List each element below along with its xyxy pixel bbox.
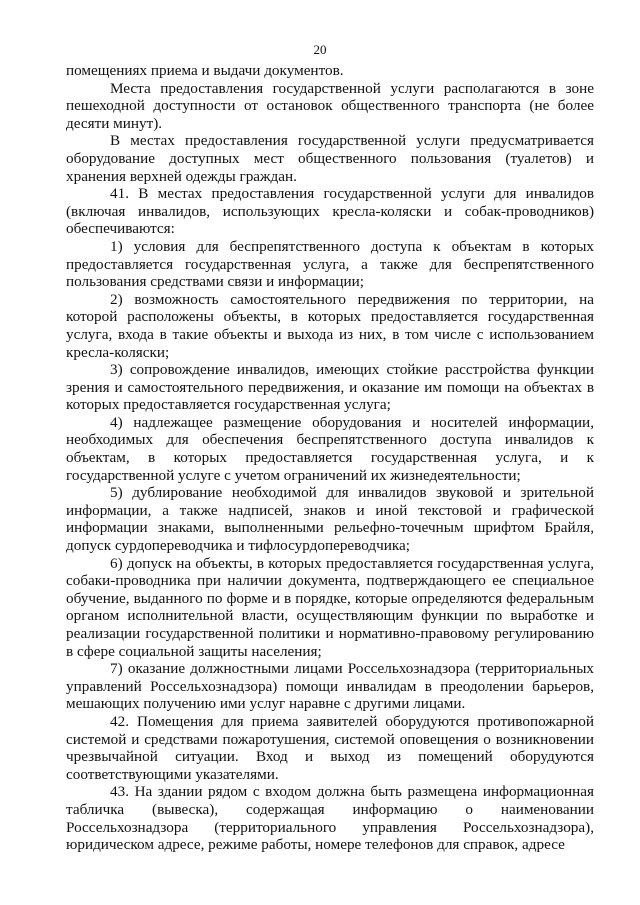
page-number: 20 (313, 42, 327, 57)
paragraph-41: 41. В местах предоставления государственной услуги для инвалидов (включая инвалидов, использующих кресла-коляски и собак-проводников) обеспечиваются: (66, 185, 594, 238)
paragraph-43: 43. На здании рядом с входом должна быть размещена информационная табличка (вывеска), содержащая информацию о наименовании Россельхознадзора (территориального управления Россельхознадзора), юридическом адресе, режиме работы, номере телефонов для справок, адресе (66, 783, 594, 854)
paragraph-42: 42. Помещения для приема заявителей оборудуются противопожарной системой и средствами пожаротушения, системой оповещения о возникновении чрезвычайной ситуации. Вход и выход из помещений оборудуются соответствующими указателями. (66, 712, 594, 783)
document-body (66, 62, 594, 854)
paragraph-facilities: В местах предоставления государственной услуги предусматривается оборудование доступных мест общественного пользования (туалетов) и хранения верхней одежды граждан. (66, 132, 594, 185)
paragraph-continuation: помещениях приема и выдачи документов. (66, 62, 344, 79)
list-item-5: 5) дублирование необходимой для инвалидов звуковой и зрительной информации, а также надписей, знаков и иной текстовой и графической информации знаками, выполненными рельефно-точечным шрифтом Брайля, допуск сурдопереводчика и тифлосурдопереводчика; (66, 484, 594, 555)
list-item-4: 4) надлежащее размещение оборудования и носителей информации, необходимых для обеспечения беспрепятственного доступа инвалидов к объектам, в которых предоставляется государственная услуга, и к государственной услуге с учетом ограничений их жизнедеятельности; (66, 413, 594, 484)
list-item-2: 2) возможность самостоятельного передвижения по территории, на которой расположены объекты, в которых предоставляется государственная услуга, входа в такие объекты и выхода из них, в том числе с использованием кресла-коляски; (66, 290, 594, 361)
list-item-7: 7) оказание должностными лицами Россельхознадзора (территориальных управлений Россельхознадзора) помощи инвалидам в преодолении барьеров, мешающих получению ими услуг наравне с другими лицами. (66, 660, 594, 713)
list-item-6: 6) допуск на объекты, в которых предоставляется государственная услуга, собаки-проводника при наличии документа, подтверждающего ее специальное обучение, выданного по форме и в порядке, которые определяются федеральным органом исполнительной власти, осуществляющим функции по выработке и реализации государственной политики и нормативно-правовому регулированию в сфере социальной защиты населения; (66, 554, 594, 660)
paragraph-location: Места предоставления государственной услуги располагаются в зоне пешеходной доступности от остановок общественного транспорта (не более десяти минут). (66, 79, 594, 132)
list-item-3: 3) сопровождение инвалидов, имеющих стойкие расстройства функции зрения и самостоятельного передвижения, и оказание им помощи на объектах в которых предоставляется государственная услуга; (66, 361, 594, 414)
list-item-1: 1) условия для беспрепятственного доступа к объектам в которых предоставляется государственная услуга, а также для беспрепятственного пользования средствами связи и информации; (66, 237, 594, 291)
